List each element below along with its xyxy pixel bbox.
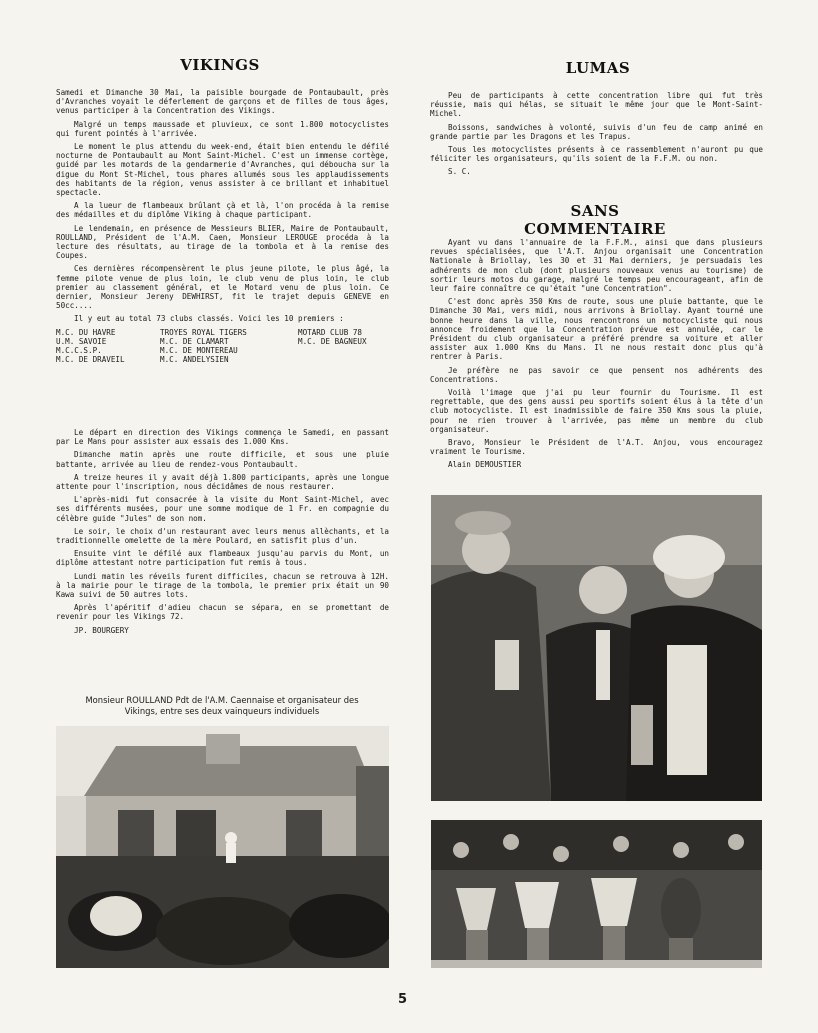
club-entry: M.C. DU HAVRE (56, 327, 116, 337)
vikings-paragraph-1: Samedi et Dimanche 30 Mai, la paisible bourgade de Pontaubault, près d'Avranches voyait le déferlement de garçons et de filles de tous âges, venus participer à la Concentration des Vikings. (56, 88, 389, 116)
page-number: 5 (398, 992, 408, 1007)
winners-photo (431, 495, 762, 801)
lumas-paragraph-1: Peu de participants à cette concentration libre qui fut très réussie, mais qui hélas, se situait le même jour que le Mont-Saint-Michel. (430, 91, 763, 119)
club-entry: M.C. DE MONTEREAU (160, 346, 238, 356)
vikings-paragraph-2: Malgré un temps maussade et pluvieux, ce sont 1.800 motocyclistes qui furent pointés à l'arrivée. (56, 119, 389, 138)
sans-commentaire-signature: Alain DEMOUSTIER (448, 460, 522, 470)
vikings-paragraph-6: Ces dernières récompensèrent le plus jeune pilote, le plus âgé, la femme pilote venue de plus loin, le club venu de plus loin, le club premier au classement général, et le Motard venu de plus loin. Ce dernier, Monsieur Jereny DEWHIRST, fit le trajet depuis GENEVE en 50cc.... (56, 264, 389, 311)
vikings-paragraph-5: Le lendemain, en présence de Messieurs BLIER, Maire de Pontaubault, ROULLAND, Président de l'A.M. Caen, Monsieur LEROUGE procéda à la lecture des résultats, au tirage de la tombola et à la remise des Coupes. (56, 223, 389, 261)
report-paragraph-7: Lundi matin les réveils furent difficiles, chacun se retrouva à 12H. à la mairie pour le tirage de la tombola, le premier prix était un 90 Kawa suivi de 50 autres lots. (56, 571, 389, 600)
vikings-photo-caption: Monsieur ROULLAND Pdt de l'A.M. Caennaise et organisateur des Vikings, entre ses deux vainqueurs individuels (85, 695, 359, 716)
mairie-crowd-image (56, 726, 389, 968)
club-entry: TROYES ROYAL TIGERS (160, 327, 247, 337)
mairie-crowd-photo (56, 726, 389, 968)
lumas-paragraph-2: Boissons, sandwiches à volonté, suivis d'un feu de camp animé en grande partie par les Dragons et les Trapus. (430, 122, 763, 141)
club-entry: M.C.C.S.P. (56, 346, 102, 356)
sans-commentaire-paragraph-2: C'est donc après 350 Kms de route, sous une pluie battante, que le Dimanche 30 Mai, vers midi, nous arrivons à Briollay. Ayant tourné une bonne heure dans la ville, nous rencontrons un motocycliste qui nous annonce froidement que la Concentration prévue est annulée, car le Président du club organisateur a préféré prendre sa voiture et aller assister aux 1.000 Kms du Mans. Il ne nous restait donc plus qu'à rentrer à Paris. (430, 297, 763, 362)
club-entry: MOTARD CLUB 78 (298, 327, 363, 337)
report-paragraph-6: Ensuite vint le défilé aux flambeaux jusqu'au parvis du Mont, un diplôme attestant notre participation fut remis à tous. (56, 549, 389, 568)
lumas-paragraph-3: Tous les motocyclistes présents à ce rassemblement n'auront pu que féliciter les organisateurs, qu'ils soient de la F.F.M. ou non. (430, 145, 763, 164)
sans-commentaire-paragraph-5: Bravo, Monsieur le Président de l'A.T. Anjou, vous encouragez vraiment le Tourisme. (430, 438, 763, 457)
lumas-signature: S. C. (448, 167, 471, 177)
sans-commentaire-heading: SANS COMMENTAIRE (524, 202, 666, 238)
trophies-crowd-image (431, 820, 762, 968)
report-paragraph-4: L'après-midi fut consacrée à la visite du Mont Saint-Michel, avec ses différents musées, pour une somme modique de 1 Fr. en compagnie du célèbre guide "Jules" de son nom. (56, 495, 389, 523)
vikings-heading: VIKINGS (180, 56, 260, 74)
vikings-signature: JP. BOURGERY (74, 625, 129, 635)
sans-commentaire-article (430, 238, 763, 474)
report-paragraph-3: A treize heures il y avait déjà 1.800 participants, après une longue attente pour l'inscription, nous décidâmes de nous restaurer. (56, 472, 389, 492)
club-entry (298, 355, 408, 364)
club-entry: U.M. SAVOIE (56, 336, 107, 346)
vikings-report (56, 428, 389, 639)
sans-commentaire-paragraph-3: Je préfère ne pas savoir ce que pensent nos adhérents des Concentrations. (430, 365, 763, 384)
winners-image (431, 495, 762, 801)
lumas-heading: LUMAS (565, 59, 631, 77)
club-entry: M.C. ANDELYSIEN (160, 355, 229, 365)
vikings-article (56, 88, 389, 364)
report-paragraph-8: Après l'apéritif d'adieu chacun se sépara, en se promettant de revenir pour les Vikings 72. (56, 603, 389, 622)
report-paragraph-5: Le soir, le choix d'un restaurant avec leurs menus allèchants, et la traditionnelle omelette de la mère Poulard, en satisfit plus d'un. (56, 526, 389, 546)
vikings-paragraph-4: A la lueur de flambeaux brûlant çà et là, l'on procéda à la remise des médailles et du diplôme Viking à chaque participant. (56, 201, 389, 220)
trophies-crowd-photo (431, 820, 762, 968)
report-paragraph-2: Dimanche matin après une route difficile, et sous une pluie battante, arrivée au lieu de rendez-vous Pontaubault. (56, 450, 389, 469)
club-entry (298, 346, 408, 355)
club-ranking-list (56, 328, 389, 365)
vikings-paragraph-3: Le moment le plus attendu du week-end, était bien entendu le défilé nocturne de Pontaubault au Mont Saint-Michel. C'est un immense cortège, guidé par les motards de la gendarmerie d'Avranches, qui déboucha sur la digue du Mont St-Michel, tous phares allumés sous les applaudissements des habitants de la région, venus assister à ce brillant et inhabituel spectacle. (56, 142, 389, 198)
club-entry: M.C. DE BAGNEUX (298, 336, 367, 346)
club-entry: M.C. DE CLAMART (160, 336, 229, 346)
report-paragraph-1: Le départ en direction des Vikings commença le Samedi, en passant par Le Mans pour assister aux essais des 1.000 Kms. (56, 428, 389, 447)
sans-commentaire-paragraph-1: Ayant vu dans l'annuaire de la F.F.M., ainsi que dans plusieurs revues spécialisées, que l'A.T. Anjou organisait une Concentration Nationale à Briollay, les 30 et 31 Mai derniers, je persuadais les adhérents de mon club (dont plusieurs nouveaux venus au tourisme) de sortir leurs motos du garage, malgré le temps peu encourageant, afin de leur faire connaître ce qu'était "une Concentration". (430, 238, 763, 294)
sans-commentaire-paragraph-4: Voilà l'image que j'ai pu leur fournir du Tourisme. Il est regrettable, que des gens aussi peu sportifs soient élus à la tête d'un club motocycliste. Il est inadmissible de faire 350 Kms sous la pluie, pour ne rien trouver à l'arrivée, pas même un membre du club organisateur. (430, 388, 763, 434)
club-entry: M.C. DE DRAVEIL (56, 355, 125, 365)
vikings-paragraph-7: Il y eut au total 73 clubs classés. Voici les 10 premiers : (74, 314, 344, 324)
lumas-article (430, 91, 763, 181)
